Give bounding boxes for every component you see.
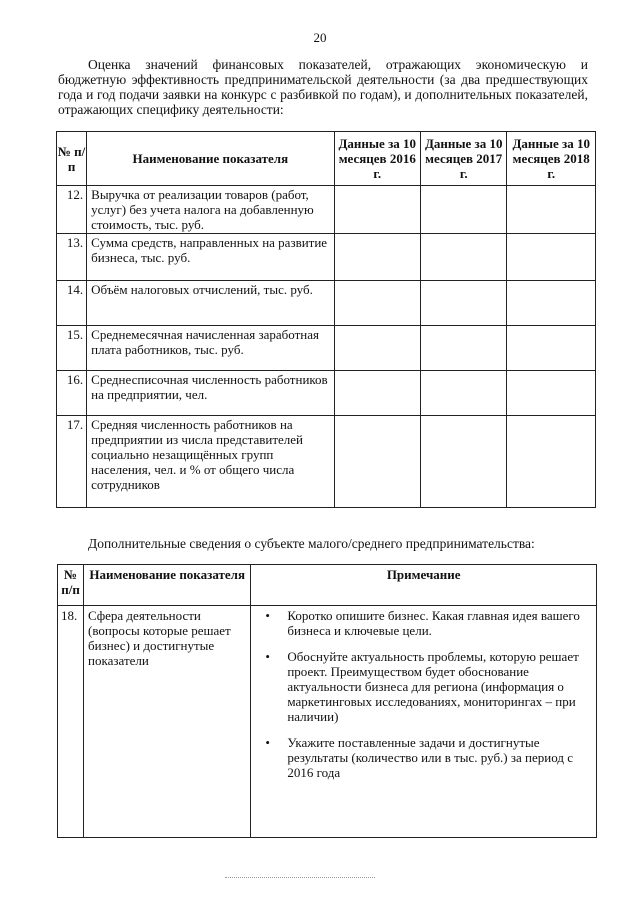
header-2017: Данные за 10 месяцев 2017 г. bbox=[421, 132, 507, 186]
row-name: Средняя численность работников на предприятии из числа представителей социально незащищённых групп населения, чел. и % от общего числа сотрудников bbox=[87, 416, 334, 508]
footer-divider bbox=[225, 877, 375, 878]
intro-paragraph: Оценка значений финансовых показателей, отражающих экономическую и бюджетную эффективность предпринимательской деятельности (за два предшествующих года и год подачи заявки на конкурс с разбивкой по годам), и дополнительных показателей, отражающих специфику деятельности: bbox=[58, 57, 588, 117]
header-2018: Данные за 10 месяцев 2018 г. bbox=[507, 132, 596, 186]
header-name: Наименование показателя bbox=[87, 132, 334, 186]
header-note: Примечание bbox=[251, 565, 597, 606]
cell-2016[interactable] bbox=[334, 186, 420, 234]
cell-2018[interactable] bbox=[507, 416, 596, 508]
cell-2017[interactable] bbox=[421, 371, 507, 416]
header-name: Наименование показателя bbox=[84, 565, 251, 606]
additional-info-table bbox=[57, 564, 597, 838]
note-text: Коротко опишите бизнес. Какая главная идея вашего бизнеса и ключевые цели. bbox=[287, 608, 580, 638]
row-num: 17. bbox=[57, 416, 87, 508]
table-row bbox=[57, 186, 596, 234]
cell-2016[interactable] bbox=[334, 371, 420, 416]
cell-2017[interactable] bbox=[421, 234, 507, 281]
cell-2017[interactable] bbox=[421, 281, 507, 326]
list-item bbox=[259, 608, 588, 638]
row-name: Среднемесячная начисленная заработная плата работников, тыс. руб. bbox=[87, 326, 334, 371]
cell-2016[interactable] bbox=[334, 234, 420, 281]
bullet-icon: • bbox=[265, 735, 270, 750]
table-row bbox=[57, 281, 596, 326]
cell-2018[interactable] bbox=[507, 234, 596, 281]
financial-indicators-table bbox=[56, 131, 596, 508]
row-num: 16. bbox=[57, 371, 87, 416]
row-name: Объём налоговых отчислений, тыс. руб. bbox=[87, 281, 334, 326]
row-name: Среднесписочная численность работников на предприятии, чел. bbox=[87, 371, 334, 416]
cell-2018[interactable] bbox=[507, 371, 596, 416]
table-row bbox=[57, 371, 596, 416]
table-row bbox=[58, 606, 597, 838]
list-item bbox=[259, 735, 588, 780]
cell-2018[interactable] bbox=[507, 281, 596, 326]
table-row bbox=[57, 234, 596, 281]
list-item bbox=[259, 649, 588, 724]
cell-2017[interactable] bbox=[421, 416, 507, 508]
cell-2016[interactable] bbox=[334, 326, 420, 371]
row-name: Сумма средств, направленных на развитие бизнеса, тыс. руб. bbox=[87, 234, 334, 281]
table-header-row bbox=[57, 132, 596, 186]
bullet-icon: • bbox=[265, 608, 270, 623]
cell-2017[interactable] bbox=[421, 186, 507, 234]
header-2016: Данные за 10 месяцев 2016 г. bbox=[334, 132, 420, 186]
header-num: № п/п bbox=[57, 132, 87, 186]
row-name: Сфера деятельности (вопросы которые решает бизнес) и достигнутые показатели bbox=[84, 606, 251, 838]
cell-2017[interactable] bbox=[421, 326, 507, 371]
cell-2018[interactable] bbox=[507, 326, 596, 371]
row-num: 12. bbox=[57, 186, 87, 234]
row-num: 18. bbox=[58, 606, 84, 838]
row-notes bbox=[251, 606, 597, 838]
header-num: № п/п bbox=[58, 565, 84, 606]
row-num: 14. bbox=[57, 281, 87, 326]
row-num: 13. bbox=[57, 234, 87, 281]
note-text: Укажите поставленные задачи и достигнутые результаты (количество или в тыс. руб.) за период с 2016 года bbox=[287, 735, 573, 780]
notes-list bbox=[259, 608, 588, 780]
cell-2018[interactable] bbox=[507, 186, 596, 234]
row-name: Выручка от реализации товаров (работ, услуг) без учета налога на добавленную стоимость, тыс. руб. bbox=[87, 186, 334, 234]
note-text: Обоснуйте актуальность проблемы, которую решает проект. Преимуществом будет обоснование актуальности бизнеса для региона (информация о маркетинговых исследованиях, мониторингах – при наличии) bbox=[287, 649, 579, 724]
row-num: 15. bbox=[57, 326, 87, 371]
cell-2016[interactable] bbox=[334, 281, 420, 326]
table-row bbox=[57, 416, 596, 508]
page-number: 20 bbox=[313, 30, 327, 45]
bullet-icon: • bbox=[265, 649, 270, 664]
section-heading: Дополнительные сведения о субъекте малого/среднего предпринимательства: bbox=[88, 536, 535, 551]
cell-2016[interactable] bbox=[334, 416, 420, 508]
table-row bbox=[57, 326, 596, 371]
table-header-row bbox=[58, 565, 597, 606]
